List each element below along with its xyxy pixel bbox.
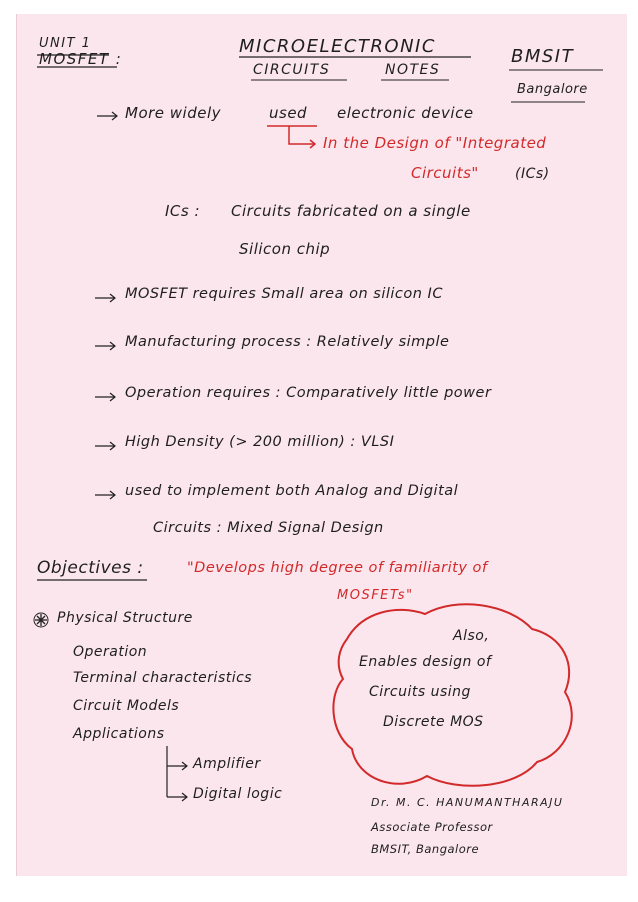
objective-item: Applications [73, 726, 165, 742]
mixed-signal: Circuits : Mixed Signal Design [153, 520, 384, 536]
also-line-2: Enables design of [359, 654, 492, 670]
bullet-power: Operation requires : Comparatively little power [125, 385, 492, 401]
notes-page [16, 14, 627, 876]
title-circuits: CIRCUITS [253, 62, 331, 78]
author-title: Associate Professor [371, 820, 493, 834]
objective-item: Physical Structure [57, 610, 193, 626]
bullet-area: MOSFET requires Small area on silicon IC [125, 286, 443, 302]
objectives-label: Objectives : [37, 558, 144, 578]
unit-label: UNIT 1 [39, 36, 92, 51]
also-line-3: Circuits using [369, 684, 471, 700]
application-digital-logic: Digital logic [193, 786, 283, 802]
objectives-quote: "Develops high degree of familiarity of [187, 560, 488, 576]
author-name: Dr. M. C. HANUMANTHARAJU [371, 796, 564, 809]
objectives-quote-2: MOSFETs" [337, 588, 414, 603]
ics-definition-2: Silicon chip [239, 240, 331, 258]
page-title: MICROELECTRONIC [239, 36, 436, 57]
ics-definition: Circuits fabricated on a single [231, 202, 471, 220]
design-note: In the Design of "Integrated [323, 134, 547, 152]
college-name: BMSIT [511, 46, 575, 67]
objective-item: Terminal characteristics [73, 670, 253, 686]
application-amplifier: Amplifier [193, 756, 261, 772]
college-city: Bangalore [517, 82, 588, 97]
design-note-2: Circuits" [411, 164, 479, 182]
intro-text: More widely [125, 104, 222, 122]
intro-used: used [269, 104, 308, 122]
ics-label: ICs : [165, 202, 201, 220]
intro-rest: electronic device [337, 104, 474, 122]
objective-item: Circuit Models [73, 698, 180, 714]
bullet-density: High Density (> 200 million) : VLSI [125, 434, 395, 450]
objective-item: Operation [73, 644, 148, 660]
also-label: Also, [453, 628, 490, 644]
topic-label: MOSFET : [39, 50, 123, 68]
bullet-analog-digital: used to implement both Analog and Digital [125, 483, 459, 499]
also-line-4: Discrete MOS [383, 714, 484, 730]
bullet-manufacturing: Manufacturing process : Relatively simple [125, 334, 450, 350]
title-notes: NOTES [385, 62, 441, 78]
ics-abbrev: (ICs) [515, 166, 550, 182]
author-institution: BMSIT, Bangalore [371, 842, 480, 856]
